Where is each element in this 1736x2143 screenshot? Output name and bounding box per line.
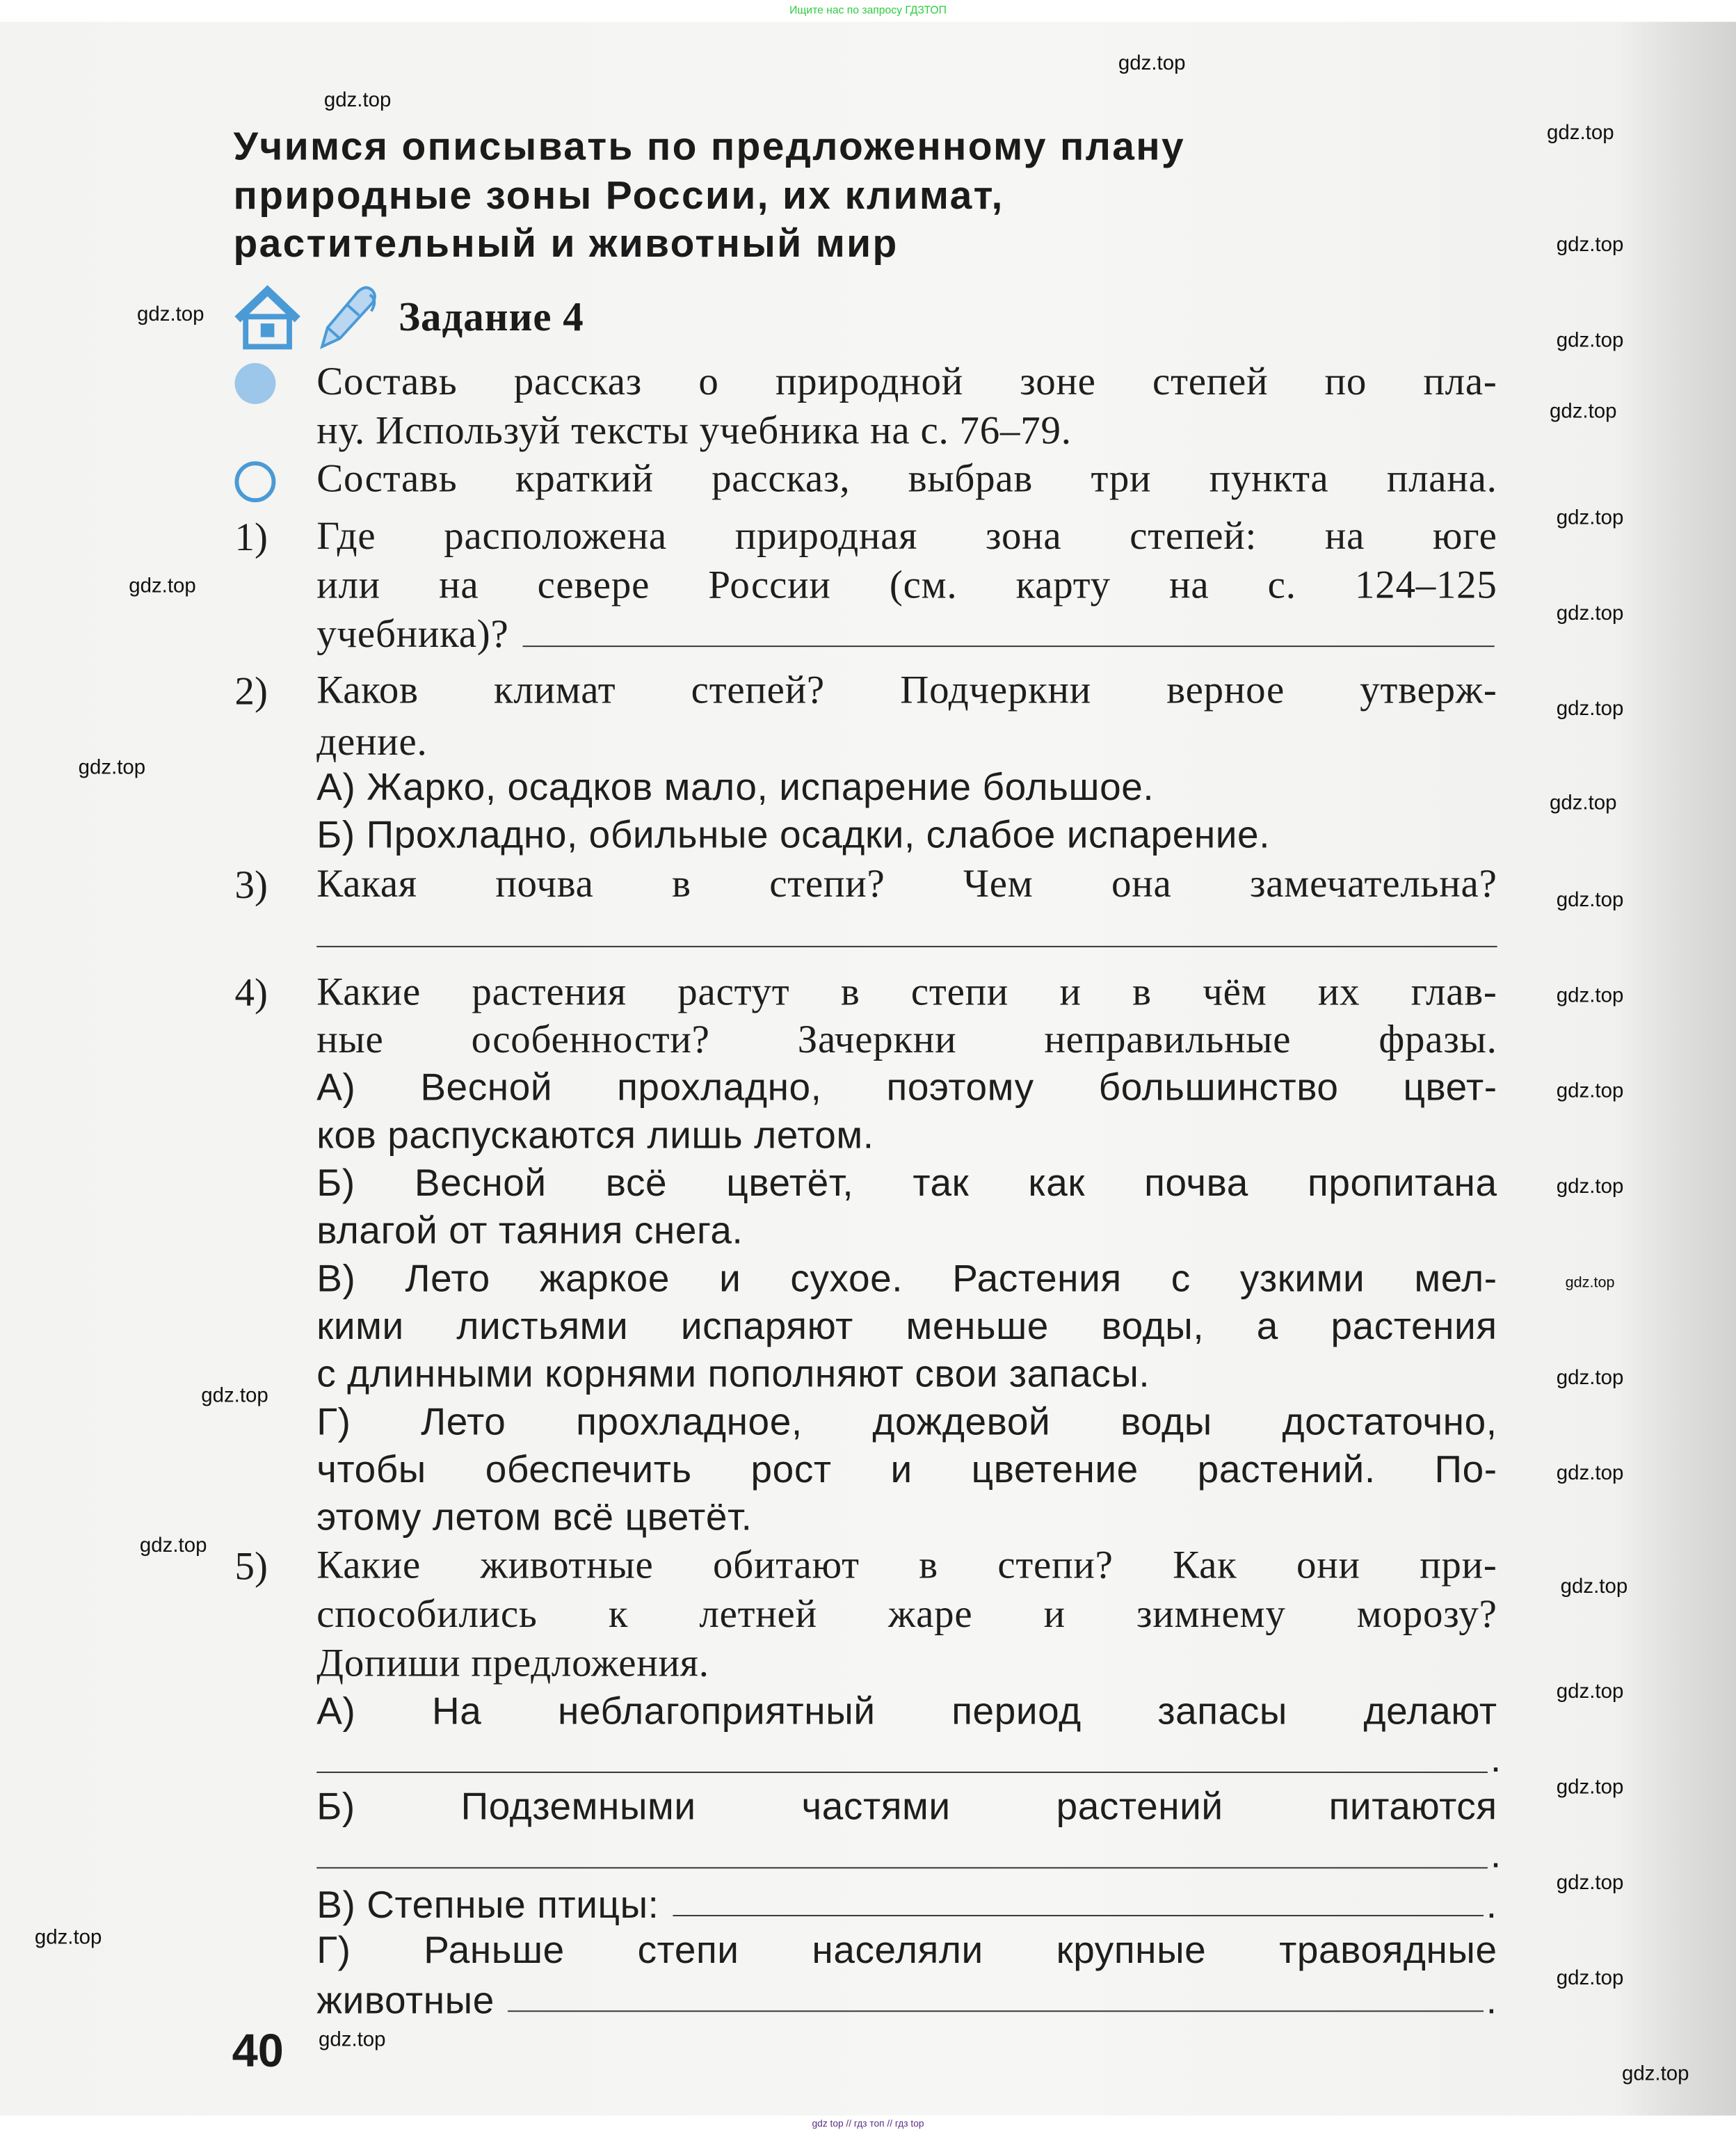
line-text: А) На неблагоприятный период запасы делают [316, 1689, 1497, 1733]
option-text [316, 1257, 1497, 1303]
option-text [316, 766, 1497, 812]
option-text [316, 1400, 1497, 1447]
line-text: чтобы обеспечить рост и цветение растений. По- [316, 1448, 1497, 1491]
line-text: ные особенности? Зачеркни неправильные фразы. [316, 1018, 1497, 1062]
line-text: Составь рассказ о природной зоне степей по пла- [316, 360, 1497, 404]
question-text [316, 1543, 1497, 1590]
line-text: А) Жарко, осадков мало, испарение большое. [316, 765, 1155, 808]
answer-rule[interactable] [316, 1865, 1488, 1868]
line-text: В) Степные птицы: [316, 1883, 659, 1926]
line-text: Г) Раньше степи населяли крупные травоядные [316, 1928, 1497, 1971]
completion-line[interactable] [316, 1976, 1497, 2023]
watermark: gdz.top [1556, 602, 1624, 625]
title-line [234, 175, 1353, 221]
watermark: gdz.top [1621, 2062, 1689, 2086]
line-text: влагой от таяния снега. [316, 1209, 744, 1252]
question-text [316, 515, 1497, 561]
page-number: 40 [232, 2025, 284, 2078]
line-text: или на севере России (см. карту на с. 124–125 [316, 563, 1497, 608]
home-icon [232, 284, 303, 352]
option-text [316, 1305, 1497, 1351]
task-title: Задание 4 [398, 294, 584, 340]
question-number: 4) [234, 972, 268, 1016]
option-text [316, 1496, 1497, 1543]
option-text [316, 1066, 1497, 1113]
answer-rule[interactable] [673, 1913, 1484, 1916]
option-text [316, 1448, 1497, 1495]
watermark: gdz.top [1549, 399, 1617, 424]
watermark: gdz.top [1118, 51, 1186, 75]
line-text: Какая почва в степи? Чем она замечательна? [316, 862, 1497, 906]
watermark: gdz.top [1556, 888, 1624, 912]
line-text: Каков климат степей? Подчеркни верное утверж- [316, 668, 1497, 713]
short-level-marker-icon [235, 461, 276, 502]
watermark: gdz.top [1556, 697, 1624, 721]
title-line [234, 126, 1353, 172]
question-number: 1) [234, 515, 268, 560]
line-text: Допиши предложения. [316, 1642, 709, 1686]
answer-rule[interactable] [522, 644, 1495, 647]
question-text [316, 1642, 1497, 1689]
watermark: gdz.top [78, 756, 146, 780]
question-text [316, 1018, 1497, 1065]
instruction-short [316, 457, 1497, 504]
completion-text [316, 1785, 1497, 1832]
line-text: Г) Лето прохладное, дождевой воды достаточно, [316, 1400, 1497, 1443]
watermark: gdz.top [1556, 1366, 1624, 1390]
line-text: ну. Используй тексты учебника на с. 76–79. [316, 409, 1072, 454]
end-mark: . [1490, 1833, 1502, 1876]
question-text [316, 563, 1497, 610]
line-text: Б) Подземными частями растений питаются [316, 1785, 1497, 1828]
line-text: Какие растения растут в степи и в чём их глав- [316, 970, 1497, 1014]
instruction-full [316, 410, 1497, 456]
watermark: gdz.top [1556, 984, 1624, 1008]
line-text: В) Лето жаркое и сухое. Растения с узкими мел- [316, 1257, 1497, 1300]
header-banner[interactable]: Ищите нас по запросу ГДЗТОП [789, 3, 947, 17]
answer-line[interactable] [316, 611, 1497, 658]
line-text: способились к летней жаре и зимнему морозу? [316, 1593, 1497, 1637]
option-text [316, 1114, 1497, 1160]
line-text: Какие животные обитают в степи? Как они при- [316, 1543, 1497, 1588]
line-text: этому летом всё цветёт. [316, 1495, 753, 1539]
line-text: А) Весной прохладно, поэтому большинство цвет- [316, 1066, 1497, 1109]
line-text: кими листьями испаряют меньше воды, а растения [316, 1304, 1497, 1347]
question-text [316, 970, 1497, 1017]
end-mark: . [1490, 1737, 1502, 1780]
question-text [316, 721, 1497, 767]
watermark: gdz.top [1556, 1079, 1624, 1103]
line-text: Где расположена природная зона степей: на юге [316, 514, 1497, 559]
line-text: Б) Весной всё цветёт, так как почва пропитана [316, 1161, 1497, 1204]
question-text [316, 669, 1497, 716]
watermark: gdz.top [1556, 328, 1624, 353]
line-text: растительный и животный мир [233, 222, 899, 266]
watermark: gdz.top [1556, 1461, 1624, 1485]
footer-banner[interactable]: gdz top // гдз топ // гдз top [812, 2119, 924, 2130]
option-text [316, 1353, 1497, 1399]
end-mark: . [1486, 1883, 1497, 1926]
question-number: 3) [234, 864, 268, 908]
watermark: gdz.top [1549, 792, 1617, 815]
watermark: gdz.top [34, 1925, 102, 1950]
end-mark: . [1486, 1979, 1497, 2022]
watermark: gdz.top [1556, 1680, 1624, 1703]
watermark: gdz.top [1547, 121, 1614, 145]
watermark: gdz.top [129, 575, 196, 598]
completion-text [316, 1689, 1497, 1736]
option-text [316, 1162, 1497, 1208]
watermark: gdz.top [1565, 1274, 1615, 1292]
option-text [316, 1210, 1497, 1256]
completion-text [316, 1929, 1497, 1975]
line-text: природные зоны России, их климат, [233, 175, 1004, 218]
watermark: gdz.top [1556, 1966, 1624, 1991]
instruction-full [316, 360, 1497, 407]
completion-line[interactable] [316, 1881, 1497, 1927]
watermark: gdz.top [318, 2028, 386, 2052]
line-text: Б) Прохладно, обильные осадки, слабое испарение. [316, 813, 1271, 856]
question-text [316, 862, 1497, 909]
watermark: gdz.top [1556, 1775, 1624, 1799]
watermark: gdz.top [1556, 1175, 1624, 1198]
watermark: gdz.top [1560, 1575, 1628, 1598]
question-number: 5) [234, 1545, 268, 1589]
line-text: учебника)? [316, 613, 509, 657]
answer-rule[interactable] [316, 1770, 1488, 1773]
watermark: gdz.top [201, 1383, 268, 1408]
line-text: Учимся описывать по предложенному плану [233, 125, 1186, 170]
question-text [316, 1593, 1497, 1639]
watermark: gdz.top [1556, 506, 1624, 530]
watermark: gdz.top [136, 303, 204, 326]
line-text: животные [316, 1979, 495, 2022]
line-text: Составь краткий рассказ, выбрав три пункта плана. [316, 457, 1497, 501]
watermark: gdz.top [1556, 233, 1624, 257]
answer-rule[interactable] [316, 945, 1497, 947]
line-text: дение. [316, 721, 428, 764]
question-number: 2) [234, 670, 268, 714]
option-text [316, 814, 1497, 860]
watermark: gdz.top [139, 1534, 207, 1557]
full-level-marker-icon [235, 363, 276, 404]
watermark: gdz.top [1556, 1871, 1624, 1895]
watermark: gdz.top [323, 88, 392, 112]
title-line [234, 223, 1353, 269]
pen-icon [311, 281, 379, 352]
line-text: с длинными корнями пополняют свои запасы. [316, 1352, 1150, 1395]
line-text: ков распускаются лишь летом. [316, 1114, 874, 1157]
answer-rule[interactable] [508, 2009, 1484, 2012]
